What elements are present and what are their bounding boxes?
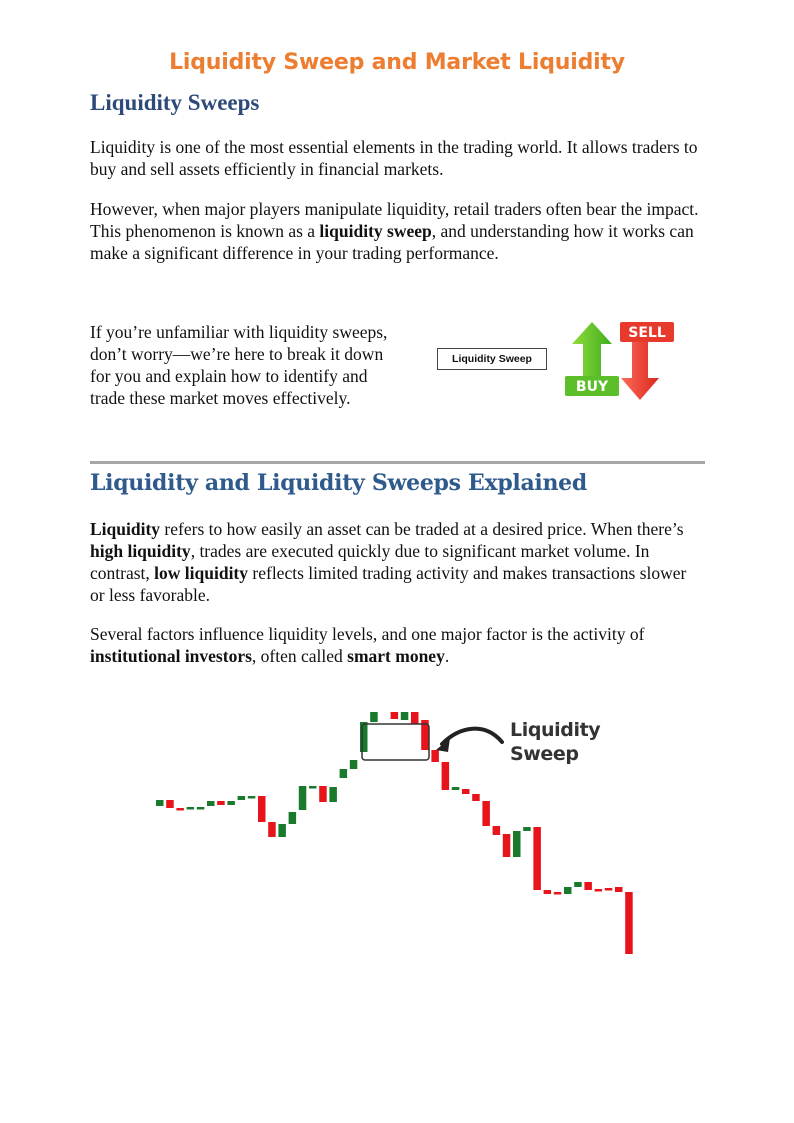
candle-bearish [503, 834, 511, 857]
candle-bullish [299, 786, 307, 810]
candle-bearish [584, 882, 592, 890]
up-arrow-icon [572, 322, 612, 382]
candle-bullish [197, 807, 205, 810]
section-heading-liquidity-sweeps: Liquidity Sweeps [90, 90, 260, 115]
text-span: . [444, 646, 450, 666]
bold-term-low-liquidity: low liquidity [154, 563, 249, 583]
candle-bullish [401, 712, 409, 720]
sweep-highlight-box [362, 724, 429, 760]
candle-bearish [625, 892, 633, 954]
candle-bearish [319, 786, 327, 802]
buy-label: BUY [575, 379, 609, 395]
candle-bullish [350, 760, 358, 769]
text-span: refers to how easily an asset can be traded at a desired price. When there’s [160, 519, 684, 539]
candle-bullish [309, 786, 317, 789]
section-heading-explained: Liquidity and Liquidity Sweeps Explained [90, 470, 587, 496]
candle-bullish [278, 824, 286, 837]
sell-label: SELL [628, 325, 666, 341]
paragraph-liquidity-definition [90, 518, 700, 606]
candle-bearish [482, 801, 490, 826]
candle-bearish [533, 827, 541, 890]
candle-bullish [564, 887, 572, 894]
candle-bearish [605, 888, 613, 891]
candle-bullish [238, 796, 246, 800]
candle-bearish [544, 890, 552, 894]
candle-bullish [574, 882, 582, 887]
candle-bearish [615, 887, 623, 892]
candle-bullish [227, 801, 235, 805]
page-title: Liquidity Sweep and Market Liquidity [169, 50, 625, 75]
text-span: Several factors influence liquidity levels, and one major factor is the activity of [90, 624, 645, 644]
text-span: reflects limited trading activity and makes transactions slower or less favorable. [90, 563, 687, 605]
candle-bearish [411, 712, 419, 724]
text-span: , often called [251, 646, 348, 666]
text-span: , and understanding how it works can make a significant difference in your trading performance. [90, 221, 694, 263]
bold-term-smart-money: smart money [347, 646, 445, 666]
chart-annotation-label: Liquidity Sweep [510, 719, 601, 765]
candle-bearish [493, 826, 501, 835]
candle-bullish [248, 796, 256, 799]
candle-bearish [391, 712, 399, 719]
candle-bullish [370, 712, 378, 722]
text-span: However, when major players manipulate liquidity, retail traders often bear the impact. This phenomenon is known as a [90, 199, 699, 241]
candle-bearish [258, 796, 266, 822]
candle-bullish [207, 801, 215, 806]
candle-bullish [513, 831, 521, 857]
bold-term-liquidity-sweep: liquidity sweep [319, 221, 432, 241]
down-arrow-icon [621, 340, 659, 400]
candle-bearish [442, 762, 450, 790]
candle-bearish [176, 808, 184, 811]
text-span: , trades are executed quickly due to significant market volume. In contrast, [90, 541, 650, 583]
candle-bearish [554, 892, 562, 895]
candle-bullish [360, 722, 368, 752]
candle-bearish [217, 801, 225, 805]
candle-bearish [268, 822, 276, 837]
candle-bullish [523, 827, 531, 831]
candle-bullish [329, 787, 337, 802]
candle-bullish [187, 807, 195, 810]
candle-bearish [472, 794, 480, 801]
buy-sell-arrows-icon [562, 320, 677, 402]
bold-term-liquidity: Liquidity [90, 519, 161, 539]
candle-bearish [595, 889, 603, 892]
liquidity-sweep-badge: Liquidity Sweep [437, 348, 547, 370]
paragraph-unfamiliar: If you’re unfamiliar with liquidity sweeps, don’t worry—we’re here to break it down for you and explain how to identify and trade these market moves effectively. [90, 322, 388, 408]
sweep-pointer-arrow-icon [442, 729, 502, 744]
candle-bullish [340, 769, 348, 778]
paragraph-factors [90, 623, 710, 667]
candle-bearish [462, 789, 470, 794]
candle-bearish [431, 750, 439, 762]
candle-bearish [166, 800, 174, 808]
section-divider [90, 461, 705, 464]
bold-term-high-liquidity: high liquidity [90, 541, 191, 561]
candle-bullish [156, 800, 164, 806]
candle-bullish [289, 812, 297, 824]
arrow-head-icon [436, 738, 450, 752]
paragraph-intro: Liquidity is one of the most essential elements in the trading world. It allows traders to buy and sell assets efficiently in financial markets. [90, 137, 698, 179]
candle-bullish [452, 787, 460, 790]
paragraph-manipulation [90, 198, 710, 264]
bold-term-institutional-investors: institutional investors [90, 646, 252, 666]
